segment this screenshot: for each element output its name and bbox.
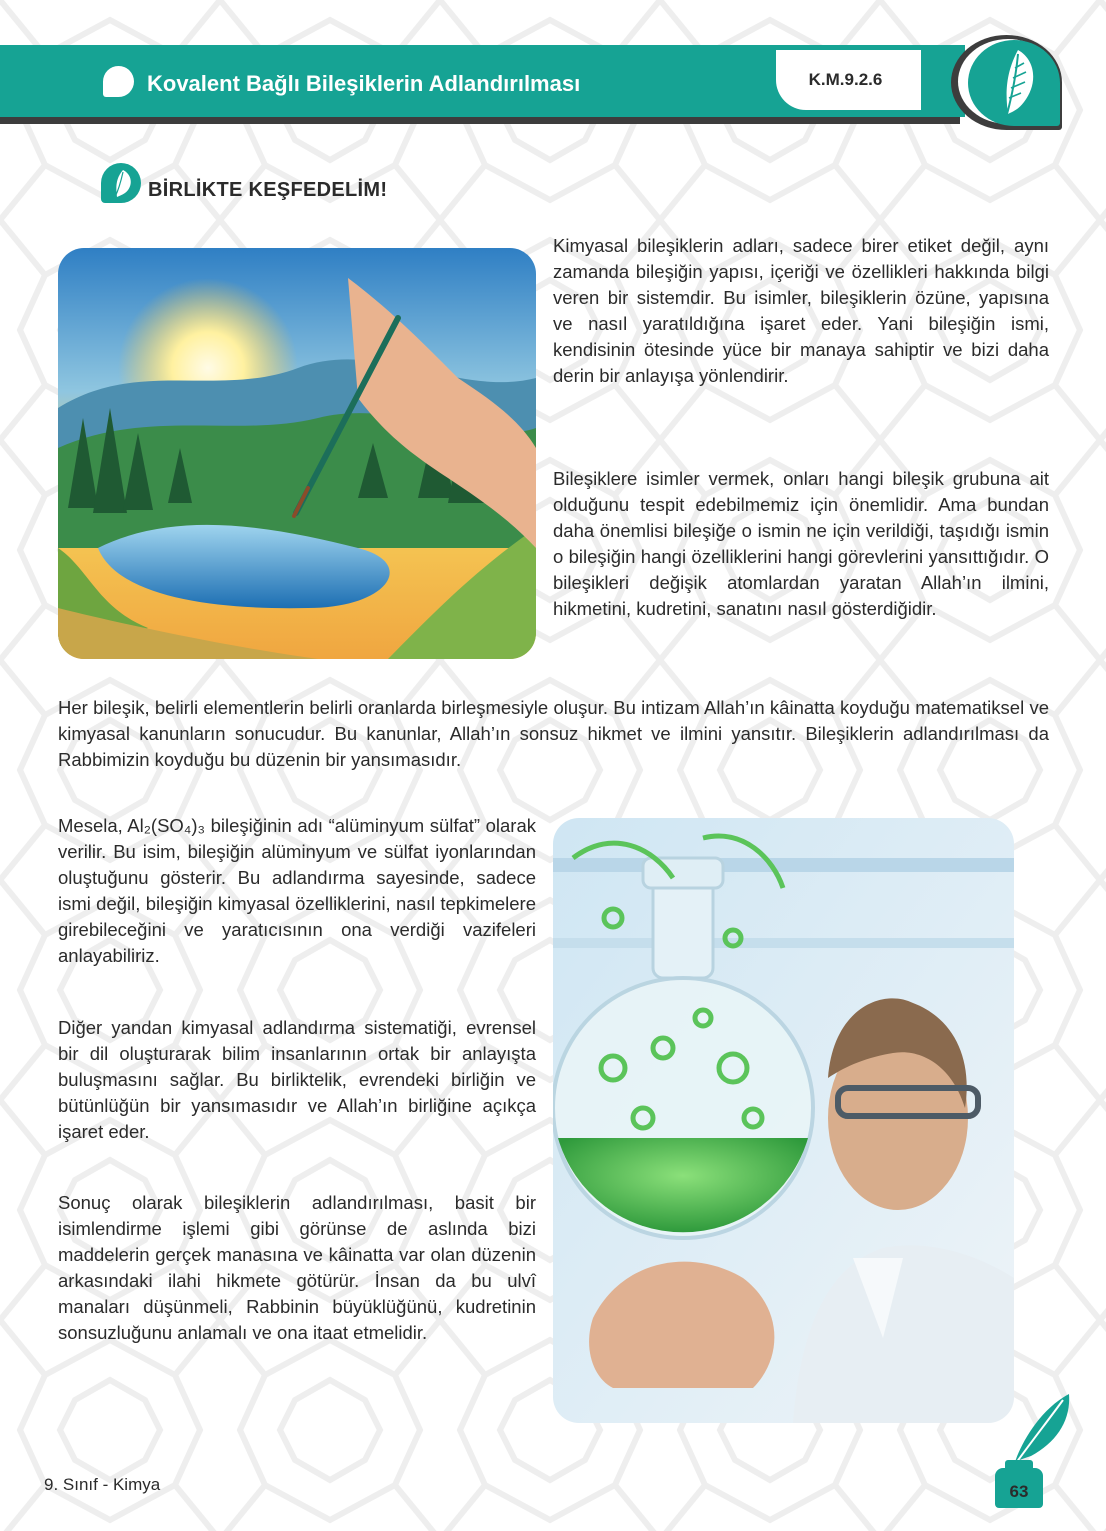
page-number: 63 xyxy=(1009,1482,1029,1501)
paragraph-intro: Kimyasal bileşiklerin adları, sadece birer etiket değil, aynı zamanda bileşiğin yapısı, içeriği ve özellikleri hakkında bilgi veren bir sistemdir. Bu isimler, bileşiklerin özüne, yapısına ve nasıl yaratıldığına işaret eder. Yani bileşiğin ismi, kendisinin ötesinde yüce bir manaya sahiptir ve bizi daha derin bir anlayışa yönlendirir. xyxy=(553,235,1049,386)
paragraph-conclusion: Sonuç olarak bileşiklerin adlandırılması, basit bir isimlendirme işlemi gibi görünse de aslında bizi maddelerin gerçek manasına ve kâinatta var olan düzenin arkasındaki ilahi hikmete götürür. İnsan da bu ulvî manaları düşünmeli, Rabbinin büyüklüğünü, kudretinin sonsuzluğunu anlamalı ve ona itaat etmelidir. xyxy=(58,1192,536,1343)
curriculum-code: K.M.9.2.6 xyxy=(808,70,883,89)
header-bullet-icon xyxy=(103,66,134,97)
quill-icon xyxy=(991,1390,1076,1480)
paragraph-example: Mesela, Al₂(SO₄)₃ bileşiğinin adı “alüminyum sülfat” olarak verilir. Bu isim, bileşiğin alüminyum ve sülfat iyonlarından oluştuğunu gösterir. Bu adlandırma sayesinde, sadece ismi değil, bileşiğin kimyasal özelliklerini, nasıl tepkimelere girebileceğini ve yaratıcısının ona verdiği vazifeleri anlayabiliriz. xyxy=(58,815,536,966)
section-feather-badge xyxy=(101,163,141,203)
footer-course-label: 9. Sınıf - Kimya xyxy=(44,1475,161,1494)
scientist-flask-image xyxy=(553,818,1014,1423)
header-shadow xyxy=(0,117,960,124)
section-title: BİRLİKTE KEŞFEDELİM! xyxy=(148,179,388,201)
paragraph-order: Her bileşik, belirli elementlerin belirli oranlarda birleşmesiyle oluşur. Bu intizam Allah’ın kâinatta koyduğu matematiksel ve kimyasal kanunların sonucudur. Bu kanunlar, Allah’ın sonsuz hikmet ve ilmini yansıtır. Bileşiklerin adlandırılması da Rabbimizin koyduğu bu düzenin bir yansımasıdır. xyxy=(58,697,1049,770)
paragraph-universal-language: Diğer yandan kimyasal adlandırma sistematiği, evrensel bir dil oluşturarak bilim insanlarının ortak bir anlayışta buluşmasını sağlar. Bu birliktelik, evrendeki birliğin ve bütünlüğün bir yansımasıdır ve Allah’ın birliğine açıkça işaret eder. xyxy=(58,1017,536,1142)
feather-icon xyxy=(988,46,1044,120)
paragraph-naming: Bileşiklere isimler vermek, onları hangi bileşik grubuna ait olduğunu tespit edebilmemiz için önemlidir. Ama bundan daha önemlisi bileşiğe o ismin ne için verildiği, taşıdığı ismin o bileşiğin hangi özelliklerini hangi görevlerini yansıttığıdır. O bileşikleri değişik atomlardan yaratan Allah’ın ilmini, hikmetini, kudretini, sanatını nasıl gösterdiğidir. xyxy=(553,468,1049,619)
feather-icon xyxy=(109,169,134,197)
page-title: Kovalent Bağlı Bileşiklerin Adlandırılması xyxy=(147,71,581,96)
landscape-painting-image xyxy=(58,248,536,659)
